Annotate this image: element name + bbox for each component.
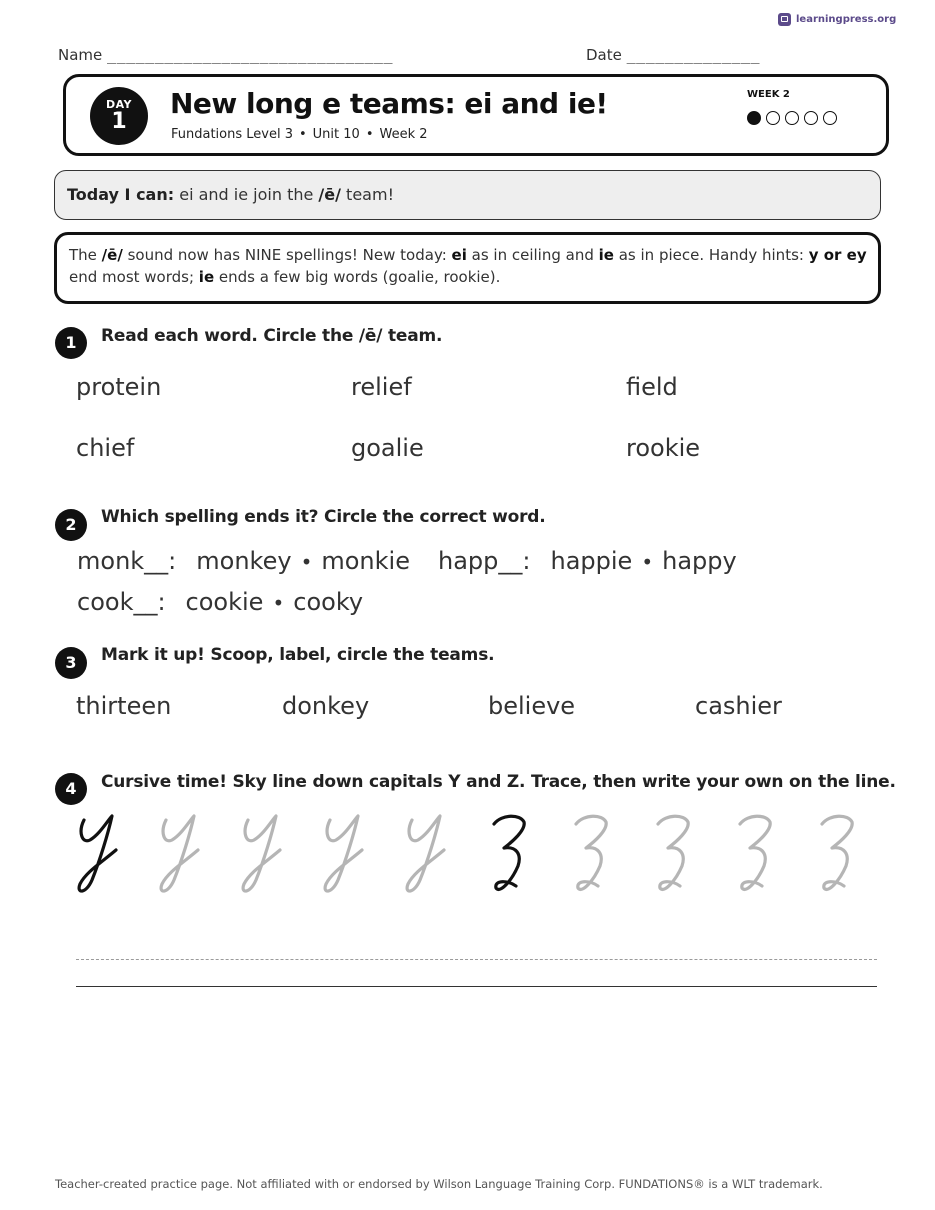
word-item[interactable]: cashier [695, 692, 782, 720]
info-part: The [69, 246, 102, 264]
page-title: New long e teams: ei and ie! [170, 87, 608, 120]
word-item[interactable]: relief [351, 373, 412, 401]
word-item[interactable]: chief [76, 434, 135, 462]
today-label: Today I can: [67, 185, 175, 204]
choice-bullet: • [300, 550, 313, 574]
today-sound: /ē/ [318, 185, 341, 204]
progress-dot-empty [785, 111, 799, 125]
subtitle-separator: • [365, 127, 374, 142]
choice-option[interactable]: happy [662, 547, 737, 575]
info-bold: y or ey [808, 246, 867, 264]
footer-disclaimer: Teacher-created practice page. Not affiliated with or endorsed by Wilson Language Training Corp. FUNDATIONS® is a WLT trademark. [55, 1177, 823, 1191]
word-item[interactable]: rookie [626, 434, 701, 462]
cursive-trace-z[interactable] [576, 816, 606, 889]
page-subtitle [171, 127, 428, 142]
info-bold: ie [198, 268, 215, 286]
choice-item [438, 547, 737, 575]
today-text [67, 185, 394, 204]
info-bold: ie [598, 246, 614, 264]
brand-text: learningpress.org [796, 14, 897, 25]
subtitle-separator: • [299, 127, 307, 142]
choice-option[interactable]: monkie [321, 547, 410, 575]
word-item[interactable]: donkey [282, 692, 370, 720]
choice-stem: cook__: [77, 588, 166, 616]
choice-item [77, 547, 410, 575]
cursive-trace-z[interactable] [658, 816, 688, 889]
name-label: Name [58, 46, 103, 64]
choice-stem: happ__: [438, 547, 531, 575]
choice-option[interactable]: monkey [196, 547, 292, 575]
name-field[interactable] [58, 46, 393, 64]
choice-option[interactable]: cooky [293, 588, 364, 616]
info-sound: /ē/ [101, 246, 123, 264]
info-part: ends a few big words (goalie, rookie). [214, 268, 501, 286]
brand-link[interactable] [778, 13, 896, 26]
week-label: WEEK 2 [747, 89, 790, 100]
cursive-trace-y[interactable] [407, 816, 444, 891]
word-item[interactable]: believe [488, 692, 576, 720]
subtitle-week: Week 2 [379, 127, 428, 142]
word-item[interactable]: field [626, 373, 678, 401]
book-icon [778, 13, 791, 26]
info-part: sound now has NINE spellings! New today: [122, 246, 452, 264]
section-title: Read each word. Circle the /ē/ team. [101, 326, 443, 346]
day-number: 1 [111, 109, 127, 134]
word-item[interactable]: goalie [351, 434, 424, 462]
subtitle-level: Fundations Level 3 [171, 127, 293, 142]
section-number: 2 [55, 509, 87, 541]
progress-dot-filled [747, 111, 761, 125]
info-part: end most words; [69, 268, 199, 286]
date-blank: ______________ [626, 46, 761, 64]
today-text-before: ei and ie join the [174, 185, 319, 204]
cursive-trace-y[interactable] [325, 816, 362, 891]
choice-option[interactable]: happie [550, 547, 633, 575]
choice-stem: monk__: [77, 547, 177, 575]
info-bold: ei [451, 246, 467, 264]
progress-dot-empty [766, 111, 780, 125]
choice-bullet: • [641, 550, 654, 574]
choice-item [77, 588, 363, 616]
progress-dot-empty [823, 111, 837, 125]
section-number: 4 [55, 773, 87, 805]
cursive-trace-z[interactable] [822, 816, 852, 889]
choice-bullet: • [272, 591, 285, 615]
date-field[interactable] [586, 46, 760, 64]
writing-midline [76, 959, 877, 960]
info-part: as in piece. Handy hints: [613, 246, 809, 264]
choice-option[interactable]: cookie [185, 588, 264, 616]
cursive-model-z [494, 816, 524, 889]
date-label: Date [586, 46, 622, 64]
cursive-trace-y[interactable] [161, 816, 198, 891]
section-title: Which spelling ends it? Circle the correct word. [101, 507, 546, 527]
week-progress-dots [747, 111, 837, 125]
section-number: 1 [55, 327, 87, 359]
word-item[interactable]: thirteen [76, 692, 172, 720]
info-text [69, 244, 869, 288]
writing-baseline[interactable] [76, 986, 877, 987]
day-label: DAY [105, 98, 133, 111]
progress-dot-empty [804, 111, 818, 125]
info-part: as in ceiling and [466, 246, 599, 264]
section-number: 3 [55, 647, 87, 679]
name-blank: ______________________________ [107, 46, 393, 64]
cursive-model-y [79, 816, 116, 891]
cursive-tracing-row [72, 806, 872, 898]
day-badge [90, 87, 148, 145]
cursive-trace-z[interactable] [740, 816, 770, 889]
today-text-after: team! [340, 185, 394, 204]
cursive-trace-y[interactable] [243, 816, 280, 891]
subtitle-unit: Unit 10 [312, 127, 360, 142]
section-title: Cursive time! Sky line down capitals Y and Z. Trace, then write your own on the line. [101, 772, 896, 792]
section-title: Mark it up! Scoop, label, circle the teams. [101, 645, 495, 665]
word-item[interactable]: protein [76, 373, 162, 401]
